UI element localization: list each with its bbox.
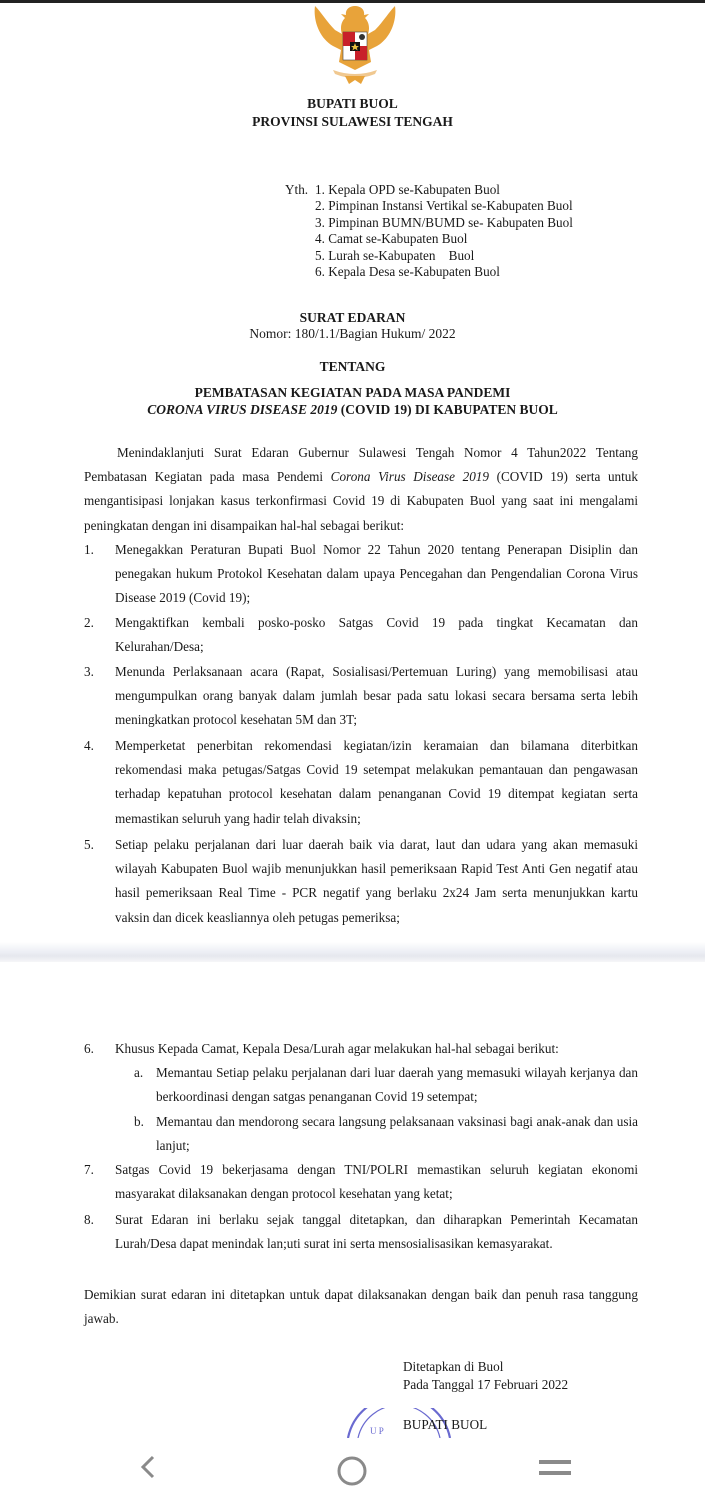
recipient: 5. Lurah se-Kabupaten Buol bbox=[315, 247, 475, 263]
recents-menu-icon bbox=[538, 1454, 572, 1480]
item-number: 1. bbox=[84, 542, 94, 557]
sub-item-letter: a. bbox=[134, 1065, 144, 1080]
letter-type: SURAT EDARAN bbox=[299, 310, 406, 325]
item-number: 8. bbox=[84, 1212, 94, 1227]
garuda-emblem-icon bbox=[305, 0, 405, 88]
list-item bbox=[84, 611, 638, 659]
item-number: 3. bbox=[84, 664, 94, 679]
list-item bbox=[84, 1158, 638, 1206]
home-circle-icon bbox=[336, 1454, 368, 1486]
recipient: 6. Kepala Desa se-Kabupaten Buol bbox=[315, 264, 500, 280]
item-text: Memperketat penerbitan rekomendasi kegiatan/izin keramaian dan bilamana diterbitkan rekomendasi maka petugas/Satgas Covid 19 setempat melakukan pemantauan dan pengawasan terhadap kepatuhan protocol kesehatan dalam penanganan Covid 19 ditempat kegiatan serta memastikan seluruh yang hadir telah divaksin; bbox=[115, 738, 638, 826]
closing-paragraph: Demikian surat edaran ini ditetapkan untuk dapat dilaksanakan dengan baik dan penuh rasa tanggung jawab. bbox=[84, 1287, 638, 1327]
sub-item bbox=[134, 1061, 638, 1109]
list-item bbox=[84, 1208, 638, 1256]
intro-text: (COVID 19) serta untuk mengantisipasi lonjakan kasus terkonfirmasi Covid 19 di Kabupaten Buol yang saat ini mengalami peningkatan dengan ini disampaikan hal-hal sebagai berikut: bbox=[84, 469, 638, 533]
list-item bbox=[84, 538, 638, 611]
issuer-title: BUPATI BUOL bbox=[307, 96, 398, 111]
intro-text: Menindaklanjuti Surat Edaran Gubernur Sulawesi Tengah Nomor 4 Tahun2022 Tentang Pembatasan Kegiatan pada masa Pendemi bbox=[84, 445, 638, 485]
page-break-separator bbox=[0, 942, 705, 962]
subject-line-1: PEMBATASAN KEGIATAN PADA MASA PANDEMI bbox=[194, 385, 511, 400]
about-label: TENTANG bbox=[319, 359, 386, 374]
item-text: Menunda Perlaksanaan acara (Rapat, Sosialisasi/Pertemuan Luring) yang memobilisasi atau mengumpulkan orang banyak dalam jumlah besar pada satu lokasi secara bersama serta lebih meningkatkan protocol kesehatan 5M dan 3T; bbox=[115, 664, 638, 728]
subject-italic: CORONA VIRUS DISEASE 2019 bbox=[147, 402, 338, 417]
signature-title: BUPATI BUOL bbox=[403, 1417, 488, 1432]
back-button[interactable] bbox=[128, 1454, 168, 1484]
item-number: 6. bbox=[84, 1041, 94, 1056]
recipient: 4. Camat se-Kabupaten Buol bbox=[315, 231, 468, 247]
addressee-block bbox=[285, 182, 573, 280]
signature-place: Ditetapkan di Buol bbox=[403, 1359, 504, 1374]
stamp-text: U P bbox=[370, 1426, 384, 1436]
issuer-province: PROVINSI SULAWESI TENGAH bbox=[252, 114, 453, 129]
item-text: Khusus Kepada Camat, Kepala Desa/Lurah agar melakukan hal-hal sebagai berikut: bbox=[115, 1041, 559, 1056]
item-text: Menegakkan Peraturan Bupati Buol Nomor 22 Tahun 2020 tentang Penerapan Disiplin dan penegakan hukum Protokol Kesehatan dalam upaya Pencegahan dan Pengendalian Corona Virus Disease 2019 (Covid 19); bbox=[115, 542, 638, 606]
sub-item bbox=[134, 1110, 638, 1158]
home-button[interactable] bbox=[332, 1454, 372, 1484]
recipient: 2. Pimpinan Instansi Vertikal se-Kabupaten Buol bbox=[315, 198, 573, 214]
list-item bbox=[84, 734, 638, 831]
recipient: 1. Kepala OPD se-Kabupaten Buol bbox=[315, 182, 500, 197]
sub-item-letter: b. bbox=[134, 1114, 144, 1129]
item-number: 2. bbox=[84, 615, 94, 630]
signature-date: Pada Tanggal 17 Februari 2022 bbox=[403, 1377, 569, 1392]
subject-line-2 bbox=[0, 402, 705, 418]
sub-item-text: Memantau dan mendorong secara langsung pelaksanaan vaksinasi bagi anak-anak dan usia lanjut; bbox=[156, 1114, 638, 1154]
list-item bbox=[84, 1037, 638, 1061]
subject-rest: (COVID 19) DI KABUPATEN BUOL bbox=[337, 402, 558, 417]
item-number: 4. bbox=[84, 738, 94, 753]
item-text: Satgas Covid 19 bekerjasama dengan TNI/POLRI memastikan seluruh kegiatan ekonomi masyarakat dilaksanakan dengan protocol kesehatan yang ketat; bbox=[115, 1162, 638, 1202]
item-text: Surat Edaran ini berlaku sejak tanggal ditetapkan, dan diharapkan Pemerintah Kecamatan Lurah/Desa dapat menindak lan;uti surat ini serta mensosialisasikan kemasyarakat. bbox=[115, 1212, 638, 1252]
item-text: Setiap pelaku perjalanan dari luar daerah baik via darat, laut dan udara yang akan memasuki wilayah Kabupaten Buol wajib menunjukkan hasil pemeriksaan Rapid Test Anti Gen negatif atau hasil pemeriksaan Real Time - PCR negatif yang berlaku 2x24 Jam serta menunjukkan kartu vaksin dan dicek keasliannya oleh petugas pemeriksa; bbox=[115, 837, 638, 925]
item-text: Mengaktifkan kembali posko-posko Satgas Covid 19 pada tingkat Kecamatan dan Kelurahan/Desa; bbox=[115, 615, 638, 655]
recents-button[interactable] bbox=[535, 1454, 575, 1484]
intro-italic: Corona Virus Disease 2019 bbox=[330, 469, 489, 485]
list-item bbox=[84, 660, 638, 733]
list-item bbox=[84, 833, 638, 930]
letter-number: Nomor: 180/1.1/Bagian Hukum/ 2022 bbox=[249, 326, 456, 341]
intro-paragraph bbox=[84, 441, 638, 538]
system-navigation-bar bbox=[0, 1448, 705, 1483]
back-chevron-icon bbox=[138, 1454, 158, 1480]
item-number: 5. bbox=[84, 837, 94, 852]
item-number: 7. bbox=[84, 1162, 94, 1177]
sub-item-text: Memantau Setiap pelaku perjalanan dari luar daerah yang memasuki wilayah kerjanya dan berkoordinasi dengan satgas penanganan Covid 19 setempat; bbox=[156, 1065, 638, 1105]
addressee-prefix: Yth. bbox=[285, 182, 309, 197]
recipient: 3. Pimpinan BUMN/BUMD se- Kabupaten Buol bbox=[315, 214, 573, 230]
